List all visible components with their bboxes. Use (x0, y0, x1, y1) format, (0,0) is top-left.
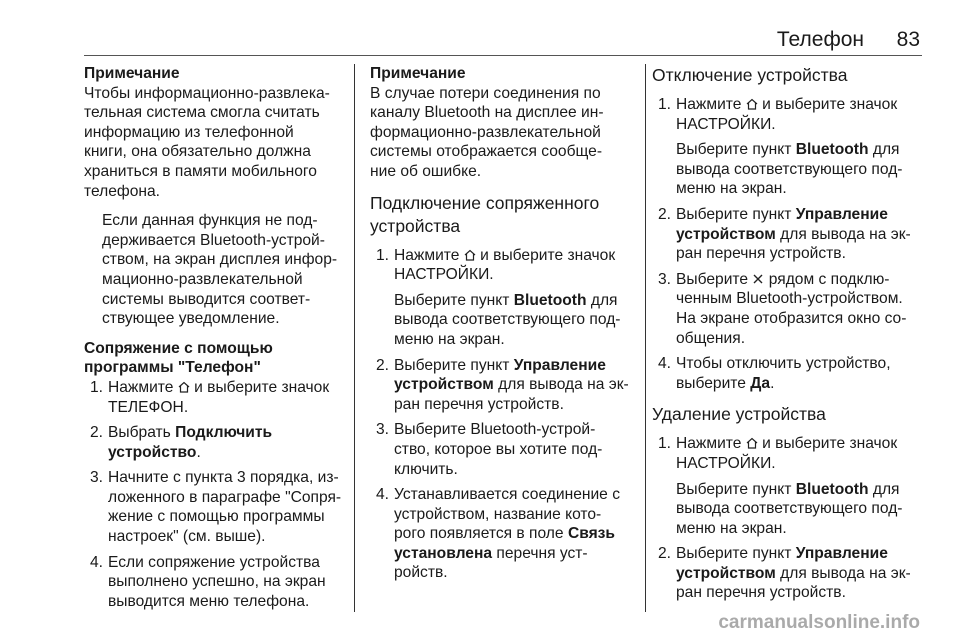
step-text: вывода соответствующего под- (676, 500, 903, 518)
step-text: Выберите пункт (394, 356, 510, 374)
section-title: Сопряжение с помощью (84, 339, 273, 357)
step-text: перечня уст- (496, 544, 588, 562)
step-text: рого появляется в поле (394, 525, 564, 543)
step-number: 2. (658, 545, 672, 563)
column-divider (645, 64, 646, 612)
step-text: На экране отобразится окно со- (676, 309, 907, 327)
section-heading-line: Подключение сопряженного (370, 192, 600, 213)
section-heading (370, 192, 636, 238)
step-text: для (872, 480, 900, 498)
step-text: Нажмите (108, 378, 174, 396)
header-rule (84, 55, 922, 56)
note-line: мационно-развлекательной (102, 270, 303, 288)
step-text: ран перечня устройств. (394, 395, 564, 413)
step-number: 3. (658, 270, 672, 288)
note-title: Примечание (84, 65, 180, 82)
note-line: Если данная функция не под- (102, 212, 318, 230)
step (652, 95, 930, 199)
note-line: Чтобы информационно-развлека- (84, 84, 330, 102)
step (370, 356, 636, 415)
step-text: Выбрать (108, 424, 171, 442)
step (652, 205, 930, 264)
step-text: НАСТРОЙКИ (676, 115, 772, 133)
step-text: выберите (676, 374, 746, 392)
step-text: рядом с подклю- (768, 270, 890, 288)
step-text: ран перечня устройств. (676, 584, 846, 602)
step-text-bold: устройством (676, 564, 776, 582)
step-number: 4. (376, 486, 390, 504)
note-line: каналу Bluetooth на дисплее ин- (370, 104, 604, 122)
step-text: ключить. (394, 460, 458, 478)
step-number: 3. (90, 469, 104, 487)
step-text: для (872, 141, 900, 159)
step-text-bold: Bluetooth (513, 291, 587, 309)
step-number: 1. (658, 96, 672, 113)
step-text: Нажмите (676, 96, 742, 113)
step-text: . (771, 454, 776, 472)
step-number: 1. (658, 435, 672, 453)
step-number: 2. (90, 424, 104, 442)
step-text: Выберите (676, 270, 749, 288)
note-line: держивается Bluetooth-устрой- (102, 231, 325, 249)
step-text: . (771, 115, 776, 133)
section-title: программы "Телефон" (84, 359, 261, 377)
step (652, 544, 930, 603)
step-text-bold: устройством (394, 376, 494, 394)
note-line: телефона. (84, 182, 161, 200)
step-text-bold: Bluetooth (795, 480, 869, 498)
step-text: и выберите значок (762, 96, 898, 113)
step-text: Устанавливается соединение с (394, 486, 620, 504)
step-text: вывода соответствующего под- (394, 311, 621, 329)
step-number: 3. (376, 421, 390, 439)
section-heading-line: устройства (370, 215, 461, 236)
step-text: . (196, 443, 201, 461)
step-number: 4. (90, 553, 104, 571)
watermark: carmanualsonline.info (718, 612, 920, 633)
note-line: книги, она обязательно должна (84, 143, 311, 161)
step-text: меню на экран. (676, 180, 787, 198)
step-text: ТЕЛЕФОН (108, 398, 184, 416)
step (84, 553, 346, 612)
step-number: 2. (658, 205, 672, 223)
note-line: формационно-развлекательной (370, 123, 601, 141)
note-line: информацию из телефонной (84, 123, 294, 141)
step-number: 1. (90, 378, 104, 396)
section-heading: Отключение устройства (652, 65, 848, 85)
step-text-bold: Управление (513, 356, 606, 374)
step-text-bold: Управление (795, 205, 888, 223)
step (84, 423, 346, 462)
column-3 (652, 64, 930, 603)
step-text: Начните с пункта 3 порядка, из- (108, 469, 339, 487)
step-text-bold: установлена (394, 544, 493, 562)
note-title: Примечание (370, 65, 466, 82)
step-text-bold: Да (750, 374, 771, 392)
step-number: 2. (376, 356, 390, 374)
step-text: и выберите значок (194, 378, 330, 396)
step-text: выводится меню телефона. (108, 592, 310, 610)
step (370, 420, 636, 479)
step-number: 4. (658, 355, 672, 373)
page-number: 83 (896, 28, 920, 51)
step-text: . (770, 374, 775, 392)
step-text: Чтобы отключить устройство, (676, 355, 891, 373)
step-text-bold: Подключить (175, 424, 273, 442)
step (84, 468, 346, 546)
note-line: храниться в памяти мобильного (84, 162, 317, 180)
note-line: ствующее уведомление. (102, 310, 280, 328)
step-text: Если сопряжение устройства (108, 553, 320, 571)
note-line: тельная система смогла считать (84, 104, 320, 122)
step-text: общения. (676, 329, 746, 347)
step-text-bold: устройством (676, 225, 776, 243)
step-text: устройством, название кото- (394, 505, 602, 523)
home-icon (178, 379, 190, 391)
step-text: для вывода на эк- (780, 225, 911, 243)
home-icon (464, 247, 476, 259)
step-text: НАСТРОЙКИ (676, 454, 772, 472)
step-text: Выберите пункт (676, 141, 792, 159)
step-text: жение с помощью программы (108, 508, 325, 526)
step-text: ченным Bluetooth-устройством. (676, 290, 903, 308)
note-line: В случае потери соединения по (370, 84, 601, 102)
page-header (0, 0, 960, 56)
step-text: . (489, 266, 494, 284)
step-text-bold: Связь (567, 525, 616, 543)
step-text: вывода соответствующего под- (676, 160, 903, 178)
section-heading: Удаление устройства (652, 404, 826, 425)
note-line: ством, на экран дисплея инфор- (102, 251, 338, 269)
step-text: Выберите Bluetooth-устрой- (394, 421, 596, 439)
step-text: настроек" (см. выше). (108, 528, 266, 546)
step-text: Нажмите (394, 246, 460, 264)
step-text: для вывода на эк- (780, 564, 911, 582)
step-text: меню на экран. (676, 519, 787, 537)
step (84, 378, 346, 417)
step (652, 270, 930, 348)
note-line: системы выводится соответ- (102, 290, 311, 308)
step-text: НАСТРОЙКИ (394, 266, 490, 284)
step-text: Выберите пункт (676, 545, 792, 563)
step-text-bold: Bluetooth (795, 141, 869, 159)
note-line: ние об ошибке. (370, 162, 482, 180)
step-text: для вывода на эк- (498, 376, 629, 394)
note-line: системы отображается сообще- (370, 143, 603, 161)
column-1 (84, 64, 346, 611)
step (370, 485, 636, 583)
step-text: и выберите значок (480, 246, 616, 264)
column-2 (370, 64, 636, 583)
step-text: ство, которое вы хотите под- (394, 440, 603, 458)
step-text: Выберите пункт (676, 480, 792, 498)
step-text: и выберите значок (762, 435, 898, 453)
close-icon (752, 271, 764, 283)
step (652, 434, 930, 538)
home-icon (746, 96, 758, 108)
page-title: Телефон (776, 28, 864, 51)
home-icon (746, 435, 758, 447)
column-divider (354, 64, 355, 612)
step-text: выполнено успешно, на экран (108, 573, 326, 591)
step-text-bold: Управление (795, 545, 888, 563)
step-text: Выберите пункт (394, 291, 510, 309)
step-text: Выберите пункт (676, 205, 792, 223)
step-text: . (183, 398, 189, 416)
step (652, 354, 930, 393)
step-text: для (590, 291, 618, 309)
step-text-bold: устройство (108, 443, 197, 461)
step-number: 1. (376, 246, 390, 264)
step-text: меню на экран. (394, 330, 505, 348)
step-text: ложенного в параграфе "Сопря- (108, 488, 342, 506)
step-text: ройств. (394, 564, 448, 582)
step (370, 246, 636, 350)
step-text: Нажмите (676, 435, 742, 453)
step-text: ран перечня устройств. (676, 245, 846, 263)
